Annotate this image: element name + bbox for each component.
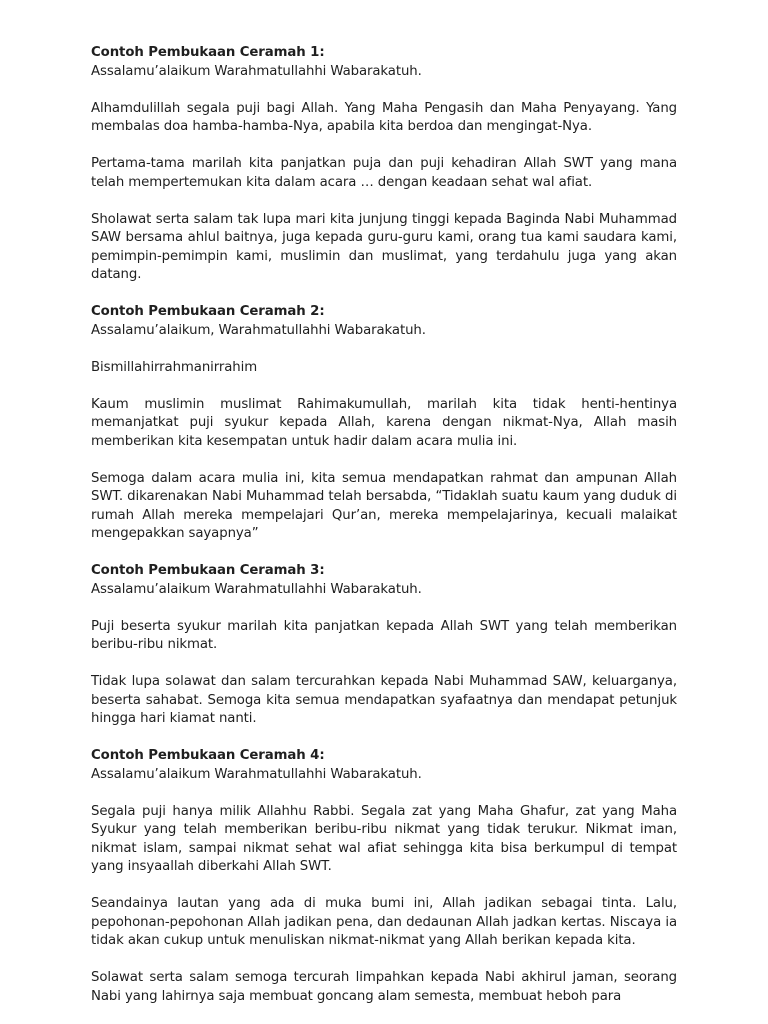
paragraph: Alhamdulillah segala puji bagi Allah. Yang Maha Pengasih dan Maha Penyayang. Yang membalas doa hamba-hamba-Nya, apabila kita berdoa dan mengingat-Nya. <box>91 100 677 134</box>
section-heading: Contoh Pembukaan Ceramah 2: <box>91 304 325 319</box>
paragraph: Tidak lupa solawat dan salam tercurahkan kepada Nabi Muhammad SAW, keluarganya, beserta sahabat. Semoga kita semua mendapatkan syafaatnya dan mendapat petunjuk hingga hari kiamat nanti. <box>91 674 677 726</box>
salam-line: Assalamu’alaikum Warahmatullahhi Wabarakatuh. <box>91 581 422 597</box>
paragraph: Pertama-tama marilah kita panjatkan puja dan puji kehadiran Allah SWT yang mana telah mempertemukan kita dalam acara … dengan keadaan sehat wal afiat. <box>91 156 677 190</box>
section-heading: Contoh Pembukaan Ceramah 4: <box>91 748 325 763</box>
paragraph: Sholawat serta salam tak lupa mari kita junjung tinggi kepada Baginda Nabi Muhammad SAW bersama ahlul baitnya, juga kepada guru-guru kami, orang tua kami saudara kami, pemimpin-pemimpin kami, muslimin dan muslimat, yang terdahulu juga yang akan datang. <box>91 211 677 282</box>
paragraph: Seandainya lautan yang ada di muka bumi ini, Allah jadikan sebagai tinta. Lalu, pepohonan-pepohonan Allah jadikan pena, dan dedaunan Allah jadkan kertas. Niscaya ia tidak akan cukup untuk menuliskan nikmat-nikmat yang Allah berikan kepada kita. <box>91 896 677 948</box>
paragraph: Puji beserta syukur marilah kita panjatkan kepada Allah SWT yang telah memberikan beribu-ribu nikmat. <box>91 618 677 652</box>
salam-line: Assalamu’alaikum Warahmatullahhi Wabarakatuh. <box>91 63 422 79</box>
paragraph: Kaum muslimin muslimat Rahimakumullah, marilah kita tidak henti-hentinya memanjatkat puji syukur kepada Allah, karena dengan nikmat-Nya, Allah masih memberikan kita kesempatan untuk hadir dalam acara mulia ini. <box>91 396 677 449</box>
section-4 <box>91 747 677 784</box>
salam-line: Assalamu’alaikum, Warahmatullahhi Wabarakatuh. <box>91 322 426 338</box>
paragraph: Semoga dalam acara mulia ini, kita semua mendapatkan rahmat dan ampunan Allah SWT. dikarenakan Nabi Muhammad telah bersabda, “Tidaklah suatu kaum yang duduk di rumah Allah mereka mempelajari Qur’an, mereka mempelajarinya, kecuali malaikat mengepakkan sayapnya” <box>91 470 677 541</box>
paragraph: Segala puji hanya milik Allahhu Rabbi. Segala zat yang Maha Ghafur, zat yang Maha Syukur yang telah memberikan beribu-ribu nikmat yang tidak terukur. Nikmat iman, nikmat islam, sampai nikmat sehat wal afiat sehingga kita bisa berkumpul di tempat yang insyaallah diberkahi Allah SWT. <box>91 803 677 874</box>
section-2 <box>91 303 677 340</box>
paragraph: Bismillahirrahmanirrahim <box>91 359 258 375</box>
salam-line: Assalamu’alaikum Warahmatullahhi Wabarakatuh. <box>91 766 422 782</box>
section-3 <box>91 562 677 599</box>
paragraph: Solawat serta salam semoga tercurah limpahkan kepada Nabi akhirul jaman, seorang Nabi yang lahirnya saja membuat goncang alam semesta, membuat heboh para <box>91 970 677 1004</box>
document-page <box>91 44 677 1006</box>
section-heading: Contoh Pembukaan Ceramah 1: <box>91 45 325 60</box>
section-heading: Contoh Pembukaan Ceramah 3: <box>91 563 325 578</box>
section-1 <box>91 44 677 81</box>
